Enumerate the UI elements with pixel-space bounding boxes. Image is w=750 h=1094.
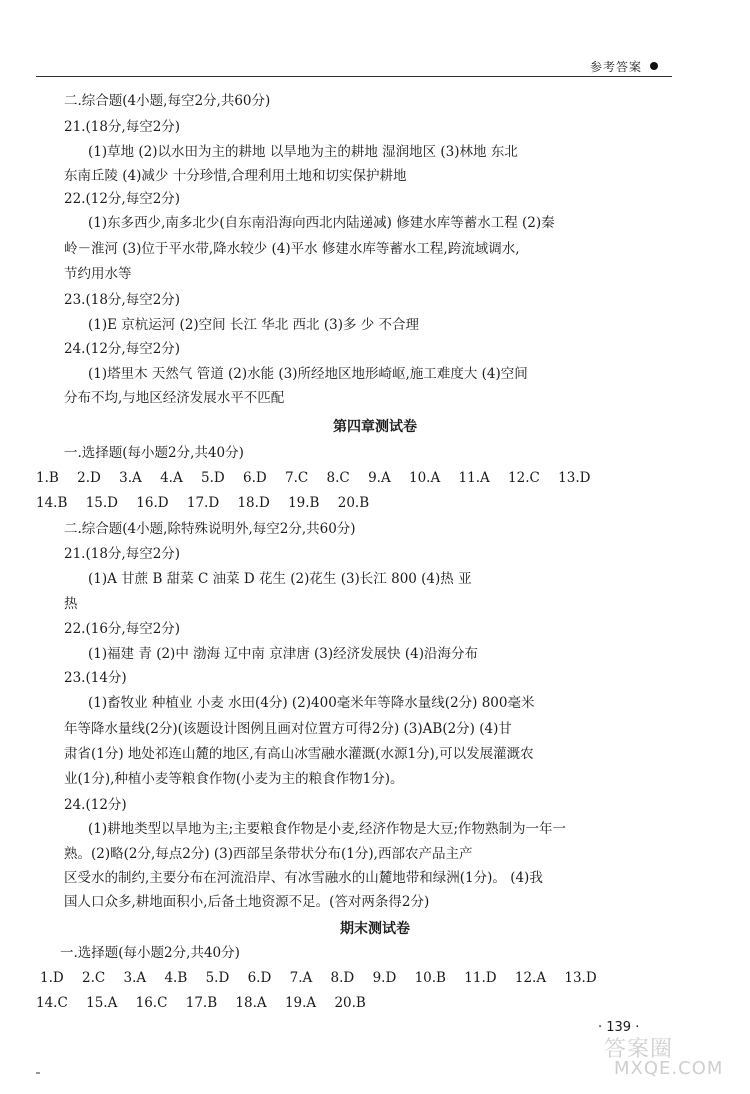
answer-line: (1)A 甘蔗 B 甜菜 C 油菜 D 花生 (2)花生 (3)长江 800 (4)热 亚 [88,571,472,587]
chapter-title: 第四章测试卷 [333,419,417,435]
answer-line: 东南丘陵 (4)减少 十分珍惜,合理利用土地和切实保护耕地 [64,168,407,184]
answer-item: 4.B [164,970,188,986]
answer-item: 6.D [243,470,267,486]
answer-item: 18.A [235,995,267,1011]
section-title: 一.选择题(每小题2分,共40分) [60,945,240,961]
header-rule [36,76,672,77]
answer-item: 5.D [205,970,230,986]
answer-item: 10.A [409,470,441,486]
answer-item: 15.D [85,495,118,511]
answer-item: 6.D [247,970,272,986]
answer-line: (1)福建 青 (2)中 渤海 辽中南 京津唐 (3)经济发展快 (4)沿海分布 [88,646,479,662]
answer-line: (1)塔里木 天然气 管道 (2)水能 (3)所经地区地形崎岖,施工难度大 (4)空间 [88,366,528,382]
answer-item: 16.D [136,495,169,511]
question-head: 22.(12分,每空2分) [64,191,181,207]
question-head: 21.(18分,每空2分) [64,119,181,135]
answer-item: 17.D [186,495,220,511]
answer-line: 热 [64,596,78,612]
question-head: 22.(16分,每空2分) [64,621,181,637]
answer-line: 熟。(2)略(2分,每点2分) (3)西部呈条带状分布(1分),西部农产品主产 [64,846,473,862]
answer-row [36,469,604,487]
answer-item: 20.B [337,495,370,511]
answer-line: (1)耕地类型以旱地为主;主要粮食作物是小麦,经济作物是大豆;作物熟制为一年一 [88,821,567,837]
answer-item: 8.D [330,970,355,986]
answer-item: 7.C [285,470,309,486]
question-head: 21.(18分,每空2分) [64,546,181,562]
page-number: · 139 · [598,1020,640,1035]
answer-line: (1)E 京杭运河 (2)空间 长江 华北 西北 (3)多 少 不合理 [88,317,420,333]
answer-item: 11.D [464,970,497,986]
question-head: 24.(12分,每空2分) [64,341,181,357]
answer-line: 国人口众多,耕地面积小,后备土地资源不足。(答对两条得2分) [64,894,430,910]
answer-line: 分布不均,与地区经济发展水平不匹配 [64,390,285,406]
answer-item: 5.D [201,470,225,486]
answer-line: (1)草地 (2)以水田为主的耕地 以旱地为主的耕地 湿润地区 (3)林地 东北 [88,144,518,160]
question-head: 23.(18分,每空2分) [64,292,181,308]
section-title: 二.综合题(4小题,除特殊说明外,每空2分,共60分) [64,521,356,537]
answer-item: 14.C [36,995,68,1011]
answer-item: 19.B [288,495,320,511]
answer-item: 18.D [237,495,270,511]
answer-item: 14.B [36,495,68,511]
answer-item: 2.C [82,970,106,986]
answer-item: 20.B [334,995,366,1011]
answer-item: 1.D [40,970,64,986]
watermark-logo: 答案圈 [604,1037,674,1062]
answer-item: 17.B [185,995,218,1011]
answer-line: 肃省(1分) 地处祁连山麓的地区,有高山冰雪融水灌溉(水源1分),可以发展灌溉农 [64,746,534,762]
answer-item: 9.D [372,970,397,986]
answer-row [36,994,380,1012]
answer-item: 4.A [160,470,183,486]
answer-row [40,969,611,987]
answer-item: 1.B [36,470,59,486]
page-header [36,56,672,82]
header-bullet-icon [650,62,658,70]
section-title: 一.选择题(每小题2分,共40分) [64,445,244,461]
section-title: 二.综合题(4小题,每空2分,共60分) [64,93,271,109]
corner-mark [36,1072,40,1074]
answer-item: 7.A [289,970,313,986]
answer-item: 3.A [119,470,142,486]
answer-item: 12.C [508,470,540,486]
answer-row [36,494,383,512]
answer-item: 10.B [414,970,446,986]
answer-item: 15.A [86,995,118,1011]
answer-item: 16.C [135,995,168,1011]
chapter-title: 期末测试卷 [340,921,410,937]
answer-item: 3.A [123,970,147,986]
question-head: 23.(14分) [64,670,127,686]
answer-item: 8.C [326,470,350,486]
answer-item: 2.D [77,470,101,486]
answer-item: 13.D [558,470,591,486]
answer-line: 节约用水等 [64,266,132,282]
answer-line: (1)畜牧业 种植业 小麦 水田(4分) (2)400毫米年等降水量线(2分) 800毫米 [88,695,535,711]
answer-line: 业(1分),种植小麦等粮食作物(小麦为主的粮食作物1分)。 [64,771,404,787]
answer-item: 19.A [284,995,317,1011]
answer-item: 13.D [564,970,597,986]
answer-item: 11.A [458,470,490,486]
answer-line: (1)东多西少,南多北少(自东南沿海向西北内陆递减) 修建水库等蓄水工程 (2)秦 [88,215,555,231]
answer-line: 区受水的制约,主要分布在河流沿岸、有冰雪融水的山麓地带和绿洲(1分)。 (4)我 [64,870,543,886]
answer-line: 年等降水量线(2分)(该题设计图例且画对位置方可得2分) (3)AB(2分) (4)甘 [64,721,512,737]
watermark-url: MXQE.COM [614,1058,724,1079]
answer-line: 岭－淮河 (3)位于平水带,降水较少 (4)平水 修建水库等蓄水工程,跨流域调水, [64,241,520,257]
answer-item: 12.A [514,970,547,986]
header-label: 参考答案 [589,60,642,74]
answer-item: 9.A [368,470,391,486]
question-head: 24.(12分) [64,797,127,813]
